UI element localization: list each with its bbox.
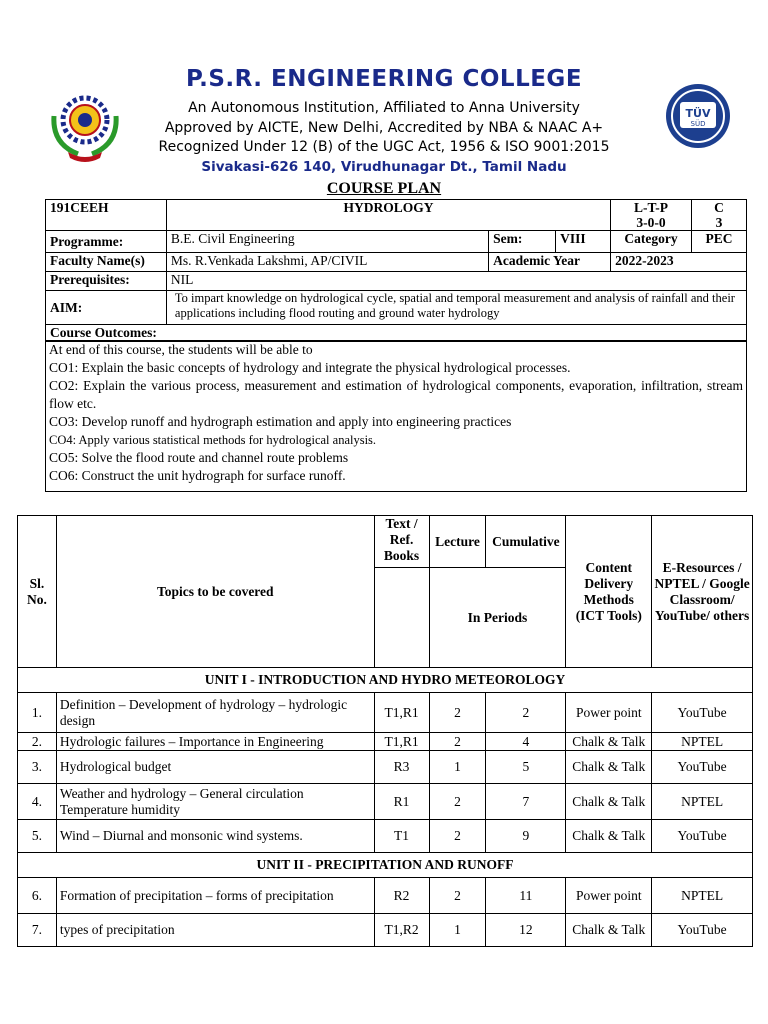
tuv-text-bottom: SÜD — [690, 120, 706, 128]
row-cumulative: 4 — [486, 733, 566, 751]
unit-2-heading: UNIT II - PRECIPITATION AND RUNOFF — [18, 853, 753, 878]
table-row — [18, 820, 753, 853]
row-method: Chalk & Talk — [566, 733, 652, 751]
row-method: Chalk & Talk — [566, 784, 652, 820]
ltp-value: 3-0-0 — [636, 215, 666, 230]
course-outcomes-heading: Course Outcomes: — [46, 325, 747, 342]
row-lecture: 1 — [429, 751, 486, 784]
table-row — [18, 751, 753, 784]
header-lecture: Lecture — [429, 516, 486, 568]
row-no: 7. — [18, 914, 57, 947]
row-ref: T1,R1 — [374, 693, 429, 733]
row-no: 2. — [18, 733, 57, 751]
credit-label: C — [714, 200, 724, 215]
header-delivery-methods: Content Delivery Methods (ICT Tools) — [566, 516, 652, 668]
page-title: COURSE PLAN — [326, 180, 442, 197]
row-no: 6. — [18, 878, 57, 914]
table-row — [18, 784, 753, 820]
row-lecture: 1 — [429, 914, 486, 947]
programme-label: Programme: — [46, 231, 167, 253]
row-no: 3. — [18, 751, 57, 784]
table-row — [18, 733, 753, 751]
row-topic: Wind – Diurnal and monsonic wind systems. — [56, 820, 374, 853]
row-eres: YouTube — [652, 693, 753, 733]
row-method: Power point — [566, 693, 652, 733]
header-in-periods: In Periods — [429, 568, 566, 668]
prerequisites-label: Prerequisites: — [46, 272, 167, 291]
academic-year-value: 2022-2023 — [611, 253, 747, 272]
aim-label: AIM: — [46, 291, 167, 325]
row-no: 1. — [18, 693, 57, 733]
row-cumulative: 11 — [486, 878, 566, 914]
outcome-co5: CO5: Solve the flood route and channel route problems — [49, 450, 349, 465]
outcome-co4: CO4: Apply various statistical methods for hydrological analysis. — [49, 433, 377, 447]
row-lecture: 2 — [429, 820, 486, 853]
row-ref: R1 — [374, 784, 429, 820]
faculty-label: Faculty Name(s) — [46, 253, 167, 272]
row-eres: YouTube — [652, 820, 753, 853]
row-no: 4. — [18, 784, 57, 820]
header-text-ref-blank — [374, 568, 429, 668]
credit-value: 3 — [715, 215, 723, 230]
row-topic: Hydrologic failures – Importance in Engineering — [56, 733, 374, 751]
row-ref: T1,R1 — [374, 733, 429, 751]
row-method: Chalk & Talk — [566, 914, 652, 947]
outcomes-intro: At end of this course, the students will be able to — [49, 342, 313, 357]
row-ref: T1,R2 — [374, 914, 429, 947]
header-line-recognition: Recognized Under 12 (B) of the UGC Act, 1956 & ISO 9001:2015 — [158, 139, 610, 155]
unit-1-heading: UNIT I - INTRODUCTION AND HYDRO METEOROLOGY — [18, 668, 753, 693]
row-cumulative: 2 — [486, 693, 566, 733]
ltp-label: L-T-P — [634, 200, 669, 215]
faculty-value: Ms. R.Venkada Lakshmi, AP/CIVIL — [166, 253, 488, 272]
topics-table — [17, 515, 753, 947]
row-topic: types of precipitation — [56, 914, 374, 947]
table-row — [18, 878, 753, 914]
row-cumulative: 7 — [486, 784, 566, 820]
college-name: P.S.R. ENGINEERING COLLEGE — [185, 66, 583, 92]
category-value: PEC — [692, 231, 747, 253]
row-cumulative: 5 — [486, 751, 566, 784]
row-eres: NPTEL — [652, 784, 753, 820]
row-lecture: 2 — [429, 693, 486, 733]
category-label: Category — [611, 231, 692, 253]
programme-value: B.E. Civil Engineering — [166, 231, 488, 253]
row-ref: R3 — [374, 751, 429, 784]
outcome-co6: CO6: Construct the unit hydrograph for surface runoff. — [49, 468, 346, 483]
course-name: HYDROLOGY — [166, 200, 610, 231]
header-e-resources: E-Resources / NPTEL / Google Classroom/ YouTube/ others — [652, 516, 753, 668]
outcome-co3: CO3: Develop runoff and hydrograph estimation and apply into engineering practices — [49, 414, 512, 429]
header-topics: Topics to be covered — [56, 516, 374, 668]
outcome-co1: CO1: Explain the basic concepts of hydrology and integrate the physical hydrological processes. — [49, 360, 571, 375]
header-line-affiliation: An Autonomous Institution, Affiliated to Anna University — [188, 100, 580, 116]
prerequisites-value: NIL — [166, 272, 746, 291]
outcome-co2: CO2: Explain the various process, measurement and estimation of hydrological components, evaporation, infiltration, stream flow etc. — [49, 378, 743, 411]
header-line-address: Sivakasi-626 140, Virudhunagar Dt., Tamil Nadu — [201, 159, 567, 175]
row-lecture: 2 — [429, 733, 486, 751]
row-lecture: 2 — [429, 784, 486, 820]
row-ref: R2 — [374, 878, 429, 914]
row-topic: Definition – Development of hydrology – hydrologic design — [56, 693, 374, 733]
header-text-ref: Text / Ref. Books — [374, 516, 429, 568]
row-cumulative: 9 — [486, 820, 566, 853]
academic-year-label: Academic Year — [489, 253, 611, 272]
header-sl-no: Sl. No. — [18, 516, 57, 668]
header-cumulative: Cumulative — [486, 516, 566, 568]
course-info-table — [45, 199, 747, 342]
row-cumulative: 12 — [486, 914, 566, 947]
row-lecture: 2 — [429, 878, 486, 914]
course-code: 191CEEH — [46, 200, 167, 231]
row-eres: NPTEL — [652, 733, 753, 751]
course-outcomes-box — [45, 340, 747, 492]
sem-label: Sem: — [489, 231, 556, 253]
page-header — [0, 60, 768, 178]
row-no: 5. — [18, 820, 57, 853]
credit-cell — [692, 200, 747, 231]
row-ref: T1 — [374, 820, 429, 853]
row-eres: NPTEL — [652, 878, 753, 914]
row-topic: Weather and hydrology – General circulation Temperature humidity — [56, 784, 374, 820]
aim-value: To impart knowledge on hydrological cycle, spatial and temporal measurement and analysis of rainfall and their applications including flood routing and ground water hydrology — [166, 291, 746, 325]
row-method: Chalk & Talk — [566, 751, 652, 784]
row-eres: YouTube — [652, 914, 753, 947]
row-eres: YouTube — [652, 751, 753, 784]
row-method: Power point — [566, 878, 652, 914]
row-topic: Formation of precipitation – forms of precipitation — [56, 878, 374, 914]
tuv-text-top: TÜV — [685, 107, 711, 120]
header-line-approval: Approved by AICTE, New Delhi, Accredited by NBA & NAAC A+ — [164, 120, 604, 136]
table-row — [18, 914, 753, 947]
row-topic: Hydrological budget — [56, 751, 374, 784]
row-method: Chalk & Talk — [566, 820, 652, 853]
ltp-cell — [611, 200, 692, 231]
sem-value: VIII — [556, 231, 611, 253]
table-row — [18, 693, 753, 733]
